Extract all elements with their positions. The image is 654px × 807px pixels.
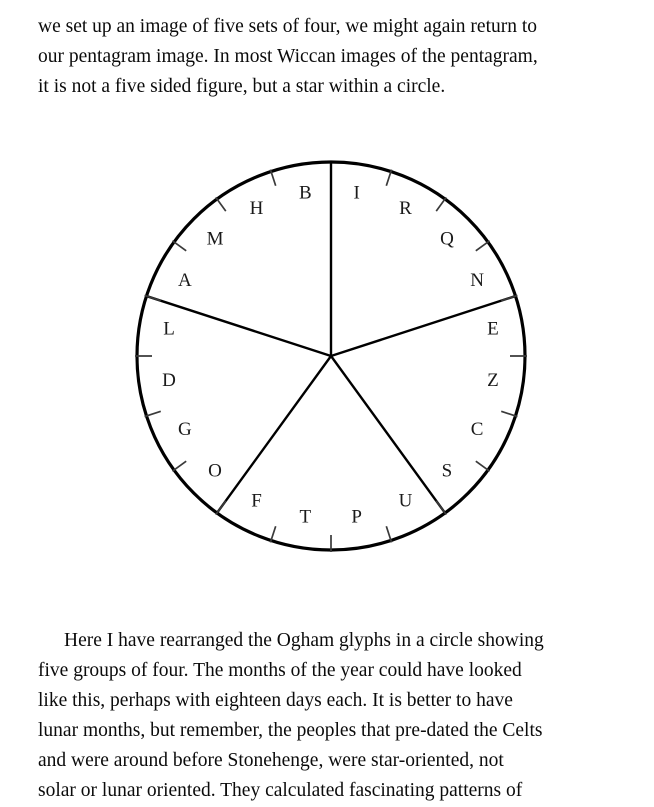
rim-tick-2: [436, 197, 446, 211]
ring-letter-N: N: [470, 269, 484, 291]
sector-spoke-3: [217, 356, 331, 513]
paragraph-bottom-line-1: Here I have rearranged the Ogham glyphs in a circle showing: [64, 630, 544, 651]
rim-tick-3: [476, 241, 490, 251]
paragraph-top: [38, 12, 618, 102]
ring-letter-R: R: [399, 198, 412, 220]
ring-letter-I: I: [353, 182, 360, 204]
rim-tick-12: [216, 501, 226, 515]
ring-letter-U: U: [398, 490, 413, 512]
paragraph-bottom-line-4: lunar months, but remember, the peoples that pre-dated the Celts: [38, 720, 543, 741]
paragraph-top-line-1: we set up an image of five sets of four, we might again return to: [38, 16, 538, 37]
ring-letter-H: H: [249, 198, 264, 220]
paragraph-bottom-line-5: and were around before Stonehenge, were star-oriented, not: [38, 750, 504, 771]
paragraph-bottom-line-2: five groups of four. The months of the year could have looked: [38, 660, 522, 681]
ring-letter-C: C: [470, 418, 484, 440]
paragraph-bottom-line-3: like this, perhaps with eighteen days each. It is better to have: [38, 690, 513, 711]
ring-letter-Q: Q: [440, 228, 454, 250]
ring-letter-G: G: [178, 418, 192, 440]
rim-tick-7: [476, 461, 490, 471]
rim-tick-13: [172, 461, 186, 471]
ogham-circle-figure: [0, 150, 654, 570]
rim-tick-8: [436, 501, 446, 515]
ring-letter-M: M: [206, 228, 224, 250]
ring-letter-Z: Z: [487, 370, 499, 392]
paragraph-bottom-line-6: solar or lunar oriented. They calculated fascinating patterns of: [38, 780, 523, 801]
ring-letter-F: F: [251, 490, 262, 512]
ring-letter-P: P: [351, 506, 362, 528]
ring-letter-L: L: [163, 318, 175, 340]
rim-tick-17: [172, 241, 186, 251]
ring-letter-T: T: [299, 506, 312, 528]
ring-letter-O: O: [208, 460, 222, 482]
ogham-circle-svg: [0, 150, 654, 570]
paragraph-top-line-3: it is not a five sided figure, but a star within a circle.: [38, 76, 446, 97]
ring-letter-D: D: [162, 370, 176, 392]
ring-letter-S: S: [441, 460, 453, 482]
paragraph-bottom: [38, 626, 618, 806]
paragraph-top-line-2: our pentagram image. In most Wiccan images of the pentagram,: [38, 46, 538, 67]
rim-tick-18: [216, 197, 226, 211]
ring-letter-A: A: [178, 269, 192, 291]
ring-letter-B: B: [299, 182, 312, 204]
sector-spoke-4: [331, 356, 445, 513]
ring-letter-E: E: [487, 318, 499, 340]
